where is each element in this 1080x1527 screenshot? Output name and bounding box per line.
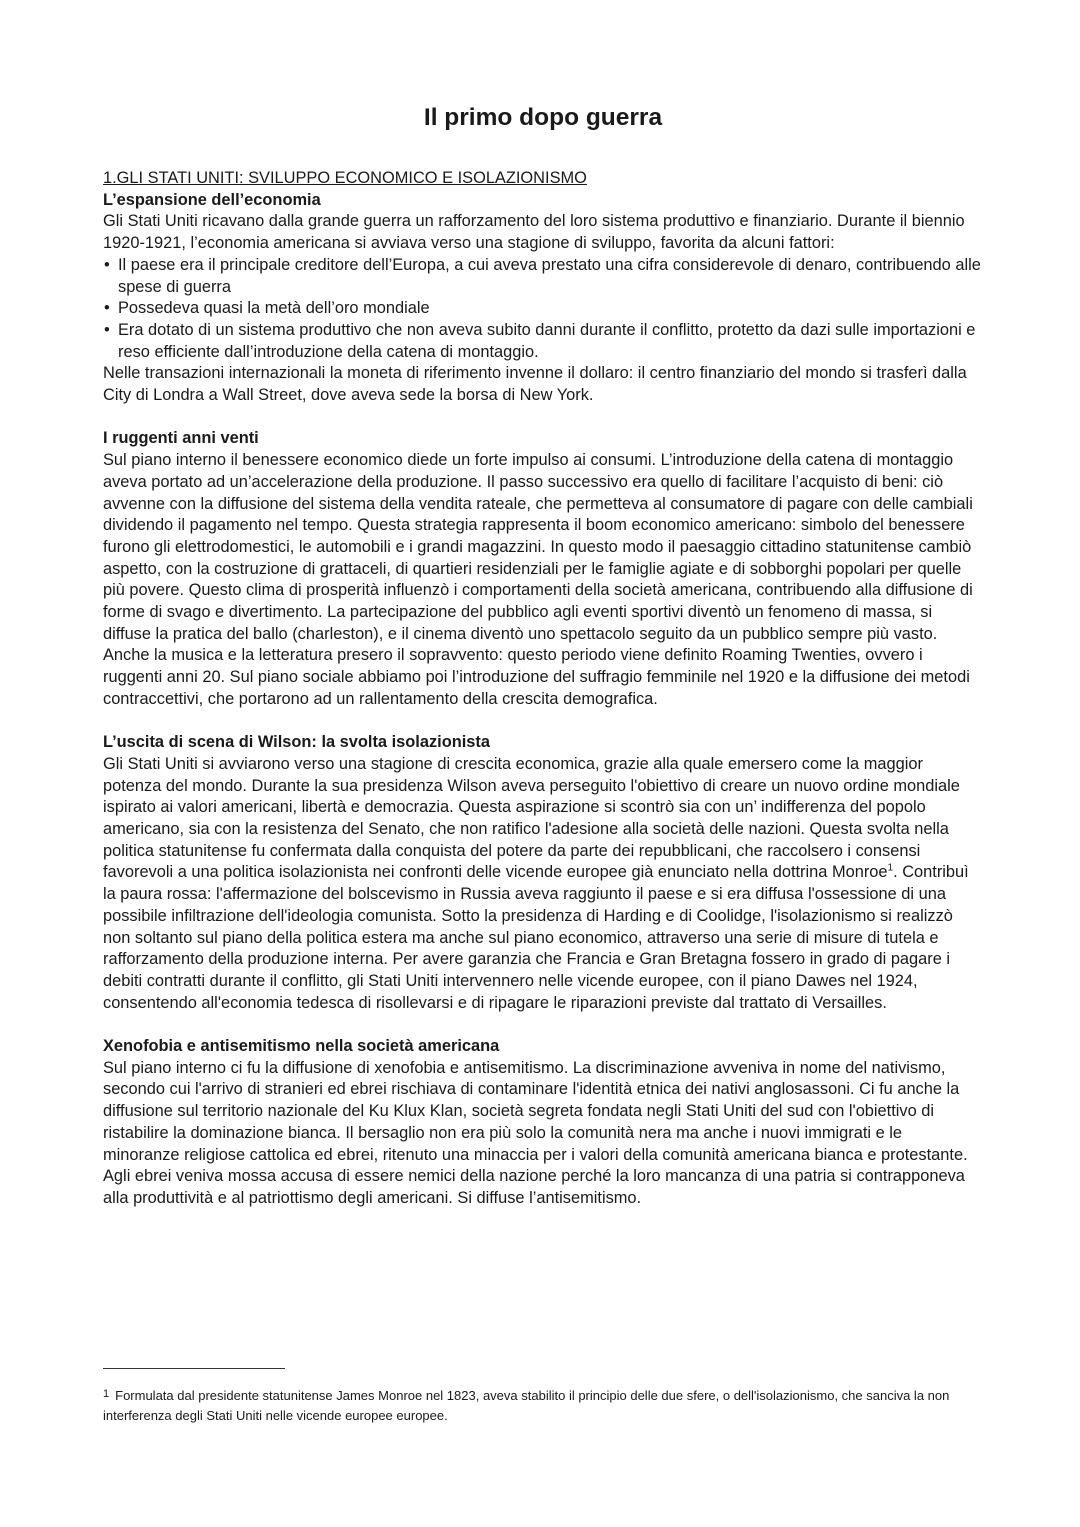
bullet-text: Possedeva quasi la metà dell’oro mondiale: [118, 299, 430, 318]
section-heading-wilson: L’uscita di scena di Wilson: la svolta isolazionista: [103, 733, 490, 752]
chapter-heading: 1.GLI STATI UNITI: SVILUPPO ECONOMICO E ISOLAZIONISMO: [103, 169, 587, 187]
document-body: [103, 168, 983, 1210]
document-page: [103, 100, 983, 1210]
paragraph-economy-intro: Gli Stati Uniti ricavano dalla grande guerra un rafforzamento del loro sistema produttivo e finanziario. Durante il biennio 1920-1921, l’economia americana si avviava verso una stagione di sviluppo, favorita da alcuni fattori:: [103, 212, 965, 253]
bullet-text: Il paese era il principale creditore dell’Europa, a cui aveva prestato una cifra considerevole di denaro, contribuendo alle spese di guerra: [118, 255, 981, 296]
bullet-item: [103, 255, 983, 298]
bullet-item: [103, 320, 983, 363]
section-heading-economy: L’espansione dell’economia: [103, 190, 321, 209]
section-heading-xenophobia: Xenofobia e antisemitismo nella società americana: [103, 1037, 500, 1056]
bullet-list-factors: [103, 255, 983, 364]
page-title: Il primo dopo guerra: [423, 104, 663, 131]
bullet-dot: •: [104, 320, 110, 339]
bullet-item: [103, 298, 983, 320]
paragraph-economy-closing: Nelle transazioni internazionali la moneta di riferimento invenne il dollaro: il centro finanziario del mondo si trasferì dalla City di Londra a Wall Street, dove aveva sede la borsa di New York.: [103, 364, 967, 405]
bullet-text: Era dotato di un sistema produttivo che non aveva subito danni durante il conflitto, protetto da dazi sulle importazioni e reso efficiente dall’introduzione della catena di montaggio.: [118, 320, 976, 361]
footnote-text: Formulata dal presidente statunitense James Monroe nel 1823, aveva stabilito il principio delle due sfere, o dell'isolazionismo, che sanciva la non interferenza degli Stati Uniti nelle vicende europee europee.: [103, 1388, 950, 1423]
paragraph-gap: [103, 407, 983, 429]
paragraph-wilson: [103, 754, 983, 1014]
footnote: [103, 1384, 983, 1426]
paragraph-xenophobia: Sul piano interno ci fu la diffusione di xenofobia e antisemitismo. La discriminazione avveniva in nome del nativismo, secondo cui l'arrivo di stranieri ed ebrei rischiava di contaminare l'identità etnica dei nativi anglosassoni. Ci fu anche la diffusione sul territorio nazionale del Ku Klux Klan, società segreta fondata negli Stati Uniti del sud con l'obiettivo di ristabilire la dominazione bianca. Il bersaglio non era più solo la comunità nera ma anche i nuovi immigrati e le minoranze religiose cattolica ed ebrei, ritenuto una minaccia per i valori della comunità americana bianca e protestante. Agli ebrei veniva mossa accusa di essere nemici della nazione perché la loro mancanza di una patria si contrapponeva alla produttività e al patriottismo degli americani. Si diffuse l’antisemitismo.: [103, 1058, 968, 1207]
bullet-dot: •: [104, 255, 110, 274]
paragraph-gap: [103, 1014, 983, 1036]
paragraph-wilson-part2: . Contribuì la paura rossa: l'affermazione del bolscevismo in Russia aveva raggiunto il paese e si era diffusa l'ossessione di una possibile infiltrazione dell'ideologia comunista. Sotto la presidenza di Harding e di Coolidge, l'isolazionismo si realizzò non soltanto sul piano della politica estera ma anche sul piano economico, attraverso una serie di misure di tutela e rafforzamento della produzione interna. Per avere garanzia che Francia e Gran Bretagna fossero in grado di pagare i debiti contratti durante il conflitto, gli Stati Uniti intervennero nelle vicende europee, con il piano Dawes nel 1924, consentendo all'economia tedesca di risollevarsi e di ripagare le riparazioni previste dal trattato di Versailles.: [103, 863, 969, 1012]
footnote-number: 1: [103, 1388, 110, 1400]
paragraph-wilson-part1: Gli Stati Uniti si avviarono verso una stagione di crescita economica, grazie alla quale emersero come la maggior potenza del mondo. Durante la sua presidenza Wilson aveva perseguito l'obiettivo di creare un nuovo ordine mondiale ispirato ai valori americani, libertà e democrazia. Questa aspirazione si scontrò sia con un’ indifferenza del popolo americano, sia con la resistenza del Senato, che non ratifico l'adesione alla società delle nazioni. Questa svolta nella politica statunitense fu confermata dalla conquista del potere da parte dei repubblicani, che raccolsero i consensi favorevoli a una politica isolazionista nei confronti delle vicende europee già enunciato nella dottrina Monroe: [103, 754, 960, 882]
paragraph-gap: [103, 711, 983, 733]
section-heading-roaring-twenties: I ruggenti anni venti: [103, 429, 259, 448]
paragraph-roaring-twenties: Sul piano interno il benessere economico diede un forte impulso ai consumi. L’introduzione della catena di montaggio aveva portato ad un’accelerazione della produzione. Il passo successivo era quello di facilitare l’acquisto di beni: ciò avvenne con la diffusione del sistema della vendita rateale, che permetteva al consumatore di pagare con delle cambiali dividendo il pagamento nel tempo. Questa strategia rappresenta il boom economico americano: simbolo del benessere furono gli elettrodomestici, le automobili e i grandi magazzini. In questo modo il paesaggio cittadino statunitense cambiò aspetto, con la costruzione di grattaceli, di quartieri residenziali per le famiglie agiate e di sobborghi popolari per quelle più povere. Questo clima di prosperità influenzò i comportamenti della società americana, contribuendo alla diffusione di forme di svago e divertimento. La partecipazione del pubblico agli eventi sportivi diventò un fenomeno di massa, si diffuse la pratica del ballo (charleston), e il cinema diventò uno spettacolo seguito da un pubblico sempre più vasto. Anche la musica e la letteratura presero il sopravvento: questo periodo viene definito Roaming Twenties, ovvero i ruggenti anni 20. Sul piano sociale abbiamo poi l’introduzione del suffragio femminile nel 1920 e la diffusione dei metodi contraccettivi, che portarono ad un rallentamento della crescita demografica.: [103, 451, 973, 708]
bullet-dot: •: [104, 299, 110, 318]
footnote-divider: [103, 1368, 285, 1369]
footnote-reference[interactable]: 1: [887, 863, 894, 874]
